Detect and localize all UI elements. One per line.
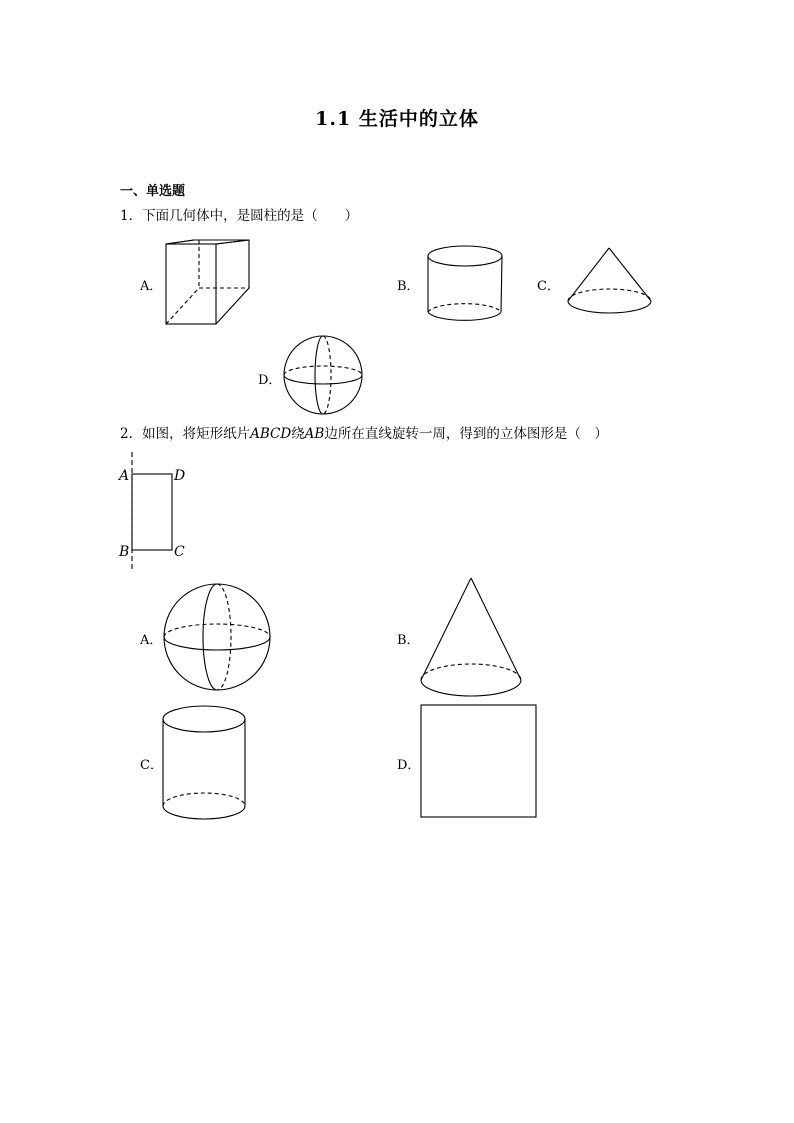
q1-option-a-label: A． [140,279,163,294]
sphere-icon [164,584,270,690]
rectangle-with-axis-icon [132,452,172,572]
q2-text-ab: AB [304,426,325,442]
q2-text-mid: 绕 [291,426,305,442]
cone-icon [421,578,521,696]
q1-option-c-label: C． [537,279,560,294]
figure-label-b: B [119,544,130,560]
cylinder-icon [163,706,245,819]
q2-option-a-label: A． [140,633,163,648]
cuboid-icon [166,240,249,324]
figure-label-c: C [174,544,185,560]
q2-option-b-label: B． [397,633,420,648]
q1-option-b-label: B． [397,279,420,294]
q1-option-d-label: D． [258,373,282,388]
page-title: 1.1 生活中的立体 [315,108,479,130]
q2-text-prefix: 2．如图，将矩形纸片 [120,426,251,442]
section-heading: 一、单选题 [120,184,186,199]
figure-label-d: D [174,468,186,484]
cone-icon [568,248,651,313]
figure-label-a: A [119,468,130,484]
q2-option-c-label: C． [140,758,163,773]
q2-text-suffix: 边所在直线旋转一周，得到的立体图形是（ ） [324,426,608,442]
question-1-text: 1．下面几何体中，是圆柱的是（ ） [120,208,359,224]
square-icon [421,705,536,817]
q2-text-abcd: ABCD [250,426,292,442]
sphere-icon [284,336,362,414]
cylinder-icon [428,246,502,320]
q2-option-d-label: D． [397,758,421,773]
